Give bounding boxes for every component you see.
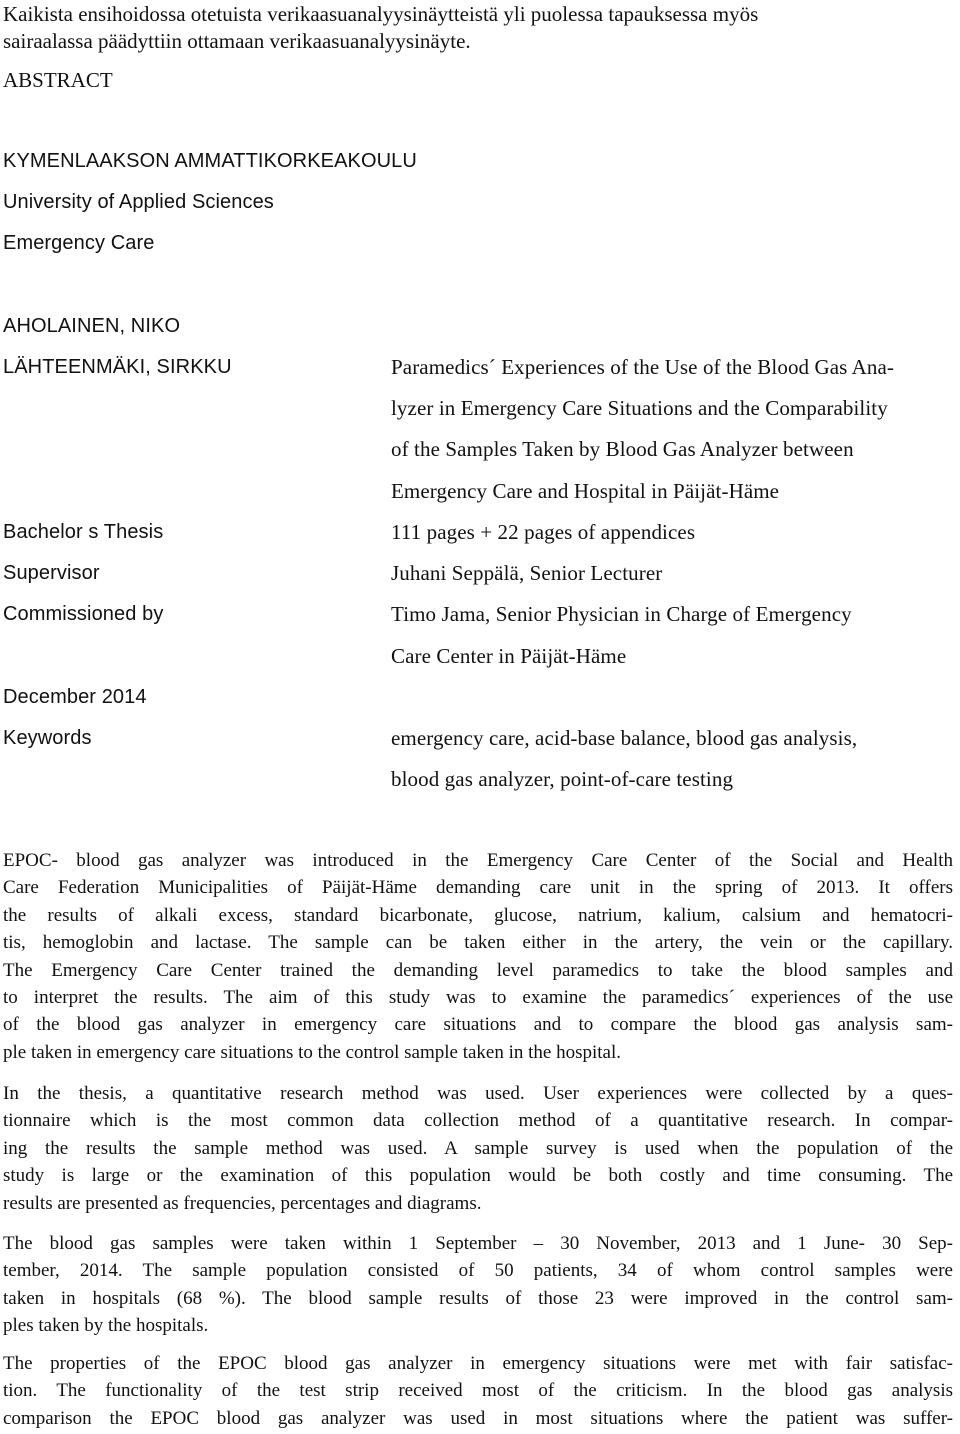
- abstract-paragraph: [3, 1230, 953, 1340]
- author-name: LÄHTEENMÄKI, SIRKKU: [3, 356, 232, 378]
- paragraph-line: The Emergency Care Center trained the demanding level paramedics to take the blood samples and: [3, 959, 953, 981]
- abstract-heading: ABSTRACT: [3, 68, 113, 92]
- abstract-paragraph: [3, 847, 953, 1066]
- thesis-title-line: Emergency Care and Hospital in Päijät-Häme: [391, 479, 780, 503]
- commissioned-value-line: Timo Jama, Senior Physician in Charge of Emergency: [391, 602, 852, 626]
- paragraph-line: results are presented as frequencies, percentages and diagrams.: [3, 1192, 482, 1214]
- paragraph-line: comparison the EPOC blood gas analyzer was used in most situations where the patient was suffer-: [3, 1407, 953, 1429]
- paragraph-line: tis, hemoglobin and lactase. The sample can be taken either in the artery, the vein or the capillary.: [3, 932, 953, 954]
- abstract-paragraph: [3, 1350, 953, 1432]
- paragraph-line: ing the results the sample method was used. A sample survey is used when the population of the: [3, 1137, 953, 1159]
- program-name: Emergency Care: [3, 232, 155, 254]
- paragraph-line: to interpret the results. The aim of this study was to examine the paramedics´ experiences of the use: [3, 987, 953, 1009]
- thesis-title-line: lyzer in Emergency Care Situations and the Comparability: [391, 396, 888, 420]
- thesis-label: Bachelor s Thesis: [3, 521, 164, 543]
- commissioned-label: Commissioned by: [3, 603, 164, 625]
- keywords-label: Keywords: [3, 727, 92, 749]
- author-name: AHOLAINEN, NIKO: [3, 315, 181, 337]
- paragraph-line: tionnaire which is the most common data collection method of a quantitative research. In compar-: [3, 1110, 953, 1132]
- thesis-title-line: of the Samples Taken by Blood Gas Analyzer between: [391, 437, 854, 461]
- supervisor-value: Juhani Seppälä, Senior Lecturer: [391, 561, 663, 585]
- commissioned-value-line: Care Center in Päijät-Häme: [391, 644, 627, 668]
- thesis-title-line: Paramedics´ Experiences of the Use of the Blood Gas Ana-: [391, 355, 895, 379]
- supervisor-label: Supervisor: [3, 562, 100, 584]
- paragraph-line: taken in hospitals (68 %). The blood sample results of those 23 were improved in the control sam-: [3, 1287, 953, 1309]
- paragraph-line: ples taken by the hospitals.: [3, 1315, 209, 1337]
- intro-line: sairaalassa päädyttiin ottamaan verikaasuanalyysinäyte.: [3, 29, 471, 53]
- paragraph-line: EPOC- blood gas analyzer was introduced in the Emergency Care Center of the Social and Health: [3, 850, 953, 871]
- paragraph-line: In the thesis, a quantitative research method was used. User experiences were collected by a ques-: [3, 1083, 953, 1104]
- paragraph-line: the results of alkali excess, standard bicarbonate, glucose, natrium, kalium, calsium and hematocri-: [3, 904, 953, 926]
- keywords-line: emergency care, acid-base balance, blood gas analysis,: [391, 726, 858, 750]
- institution-subtitle: University of Applied Sciences: [3, 191, 274, 213]
- paragraph-line: The blood gas samples were taken within 1 September – 30 November, 2013 and 1 June- 30 Sep-: [3, 1233, 953, 1254]
- abstract-paragraph: [3, 1080, 953, 1217]
- paragraph-line: study is large or the examination of this population would be both costly and time consuming. The: [3, 1165, 953, 1187]
- keywords-line: blood gas analyzer, point-of-care testing: [391, 767, 734, 791]
- paragraph-line: The properties of the EPOC blood gas analyzer in emergency situations were met with fair satisfac-: [3, 1353, 953, 1374]
- thesis-pages: 111 pages + 22 pages of appendices: [391, 520, 696, 544]
- intro-line: Kaikista ensihoidossa otetuista verikaasuanalyysinäytteistä yli puolessa tapauksessa myös: [3, 2, 759, 26]
- paragraph-line: tember, 2014. The sample population consisted of 50 patients, 34 of whom control samples were: [3, 1260, 953, 1282]
- institution-name: KYMENLAAKSON AMMATTIKORKEAKOULU: [3, 150, 417, 172]
- paragraph-line: Care Federation Municipalities of Päijät-Häme demanding care unit in the spring of 2013. It offers: [3, 877, 953, 899]
- paragraph-line: of the blood gas analyzer in emergency care situations and to compare the blood gas analysis sam-: [3, 1014, 953, 1036]
- paragraph-line: ple taken in emergency care situations to the control sample taken in the hospital.: [3, 1041, 622, 1063]
- date: December 2014: [3, 686, 147, 708]
- paragraph-line: tion. The functionality of the test strip received most of the criticism. In the blood gas analysis: [3, 1380, 953, 1402]
